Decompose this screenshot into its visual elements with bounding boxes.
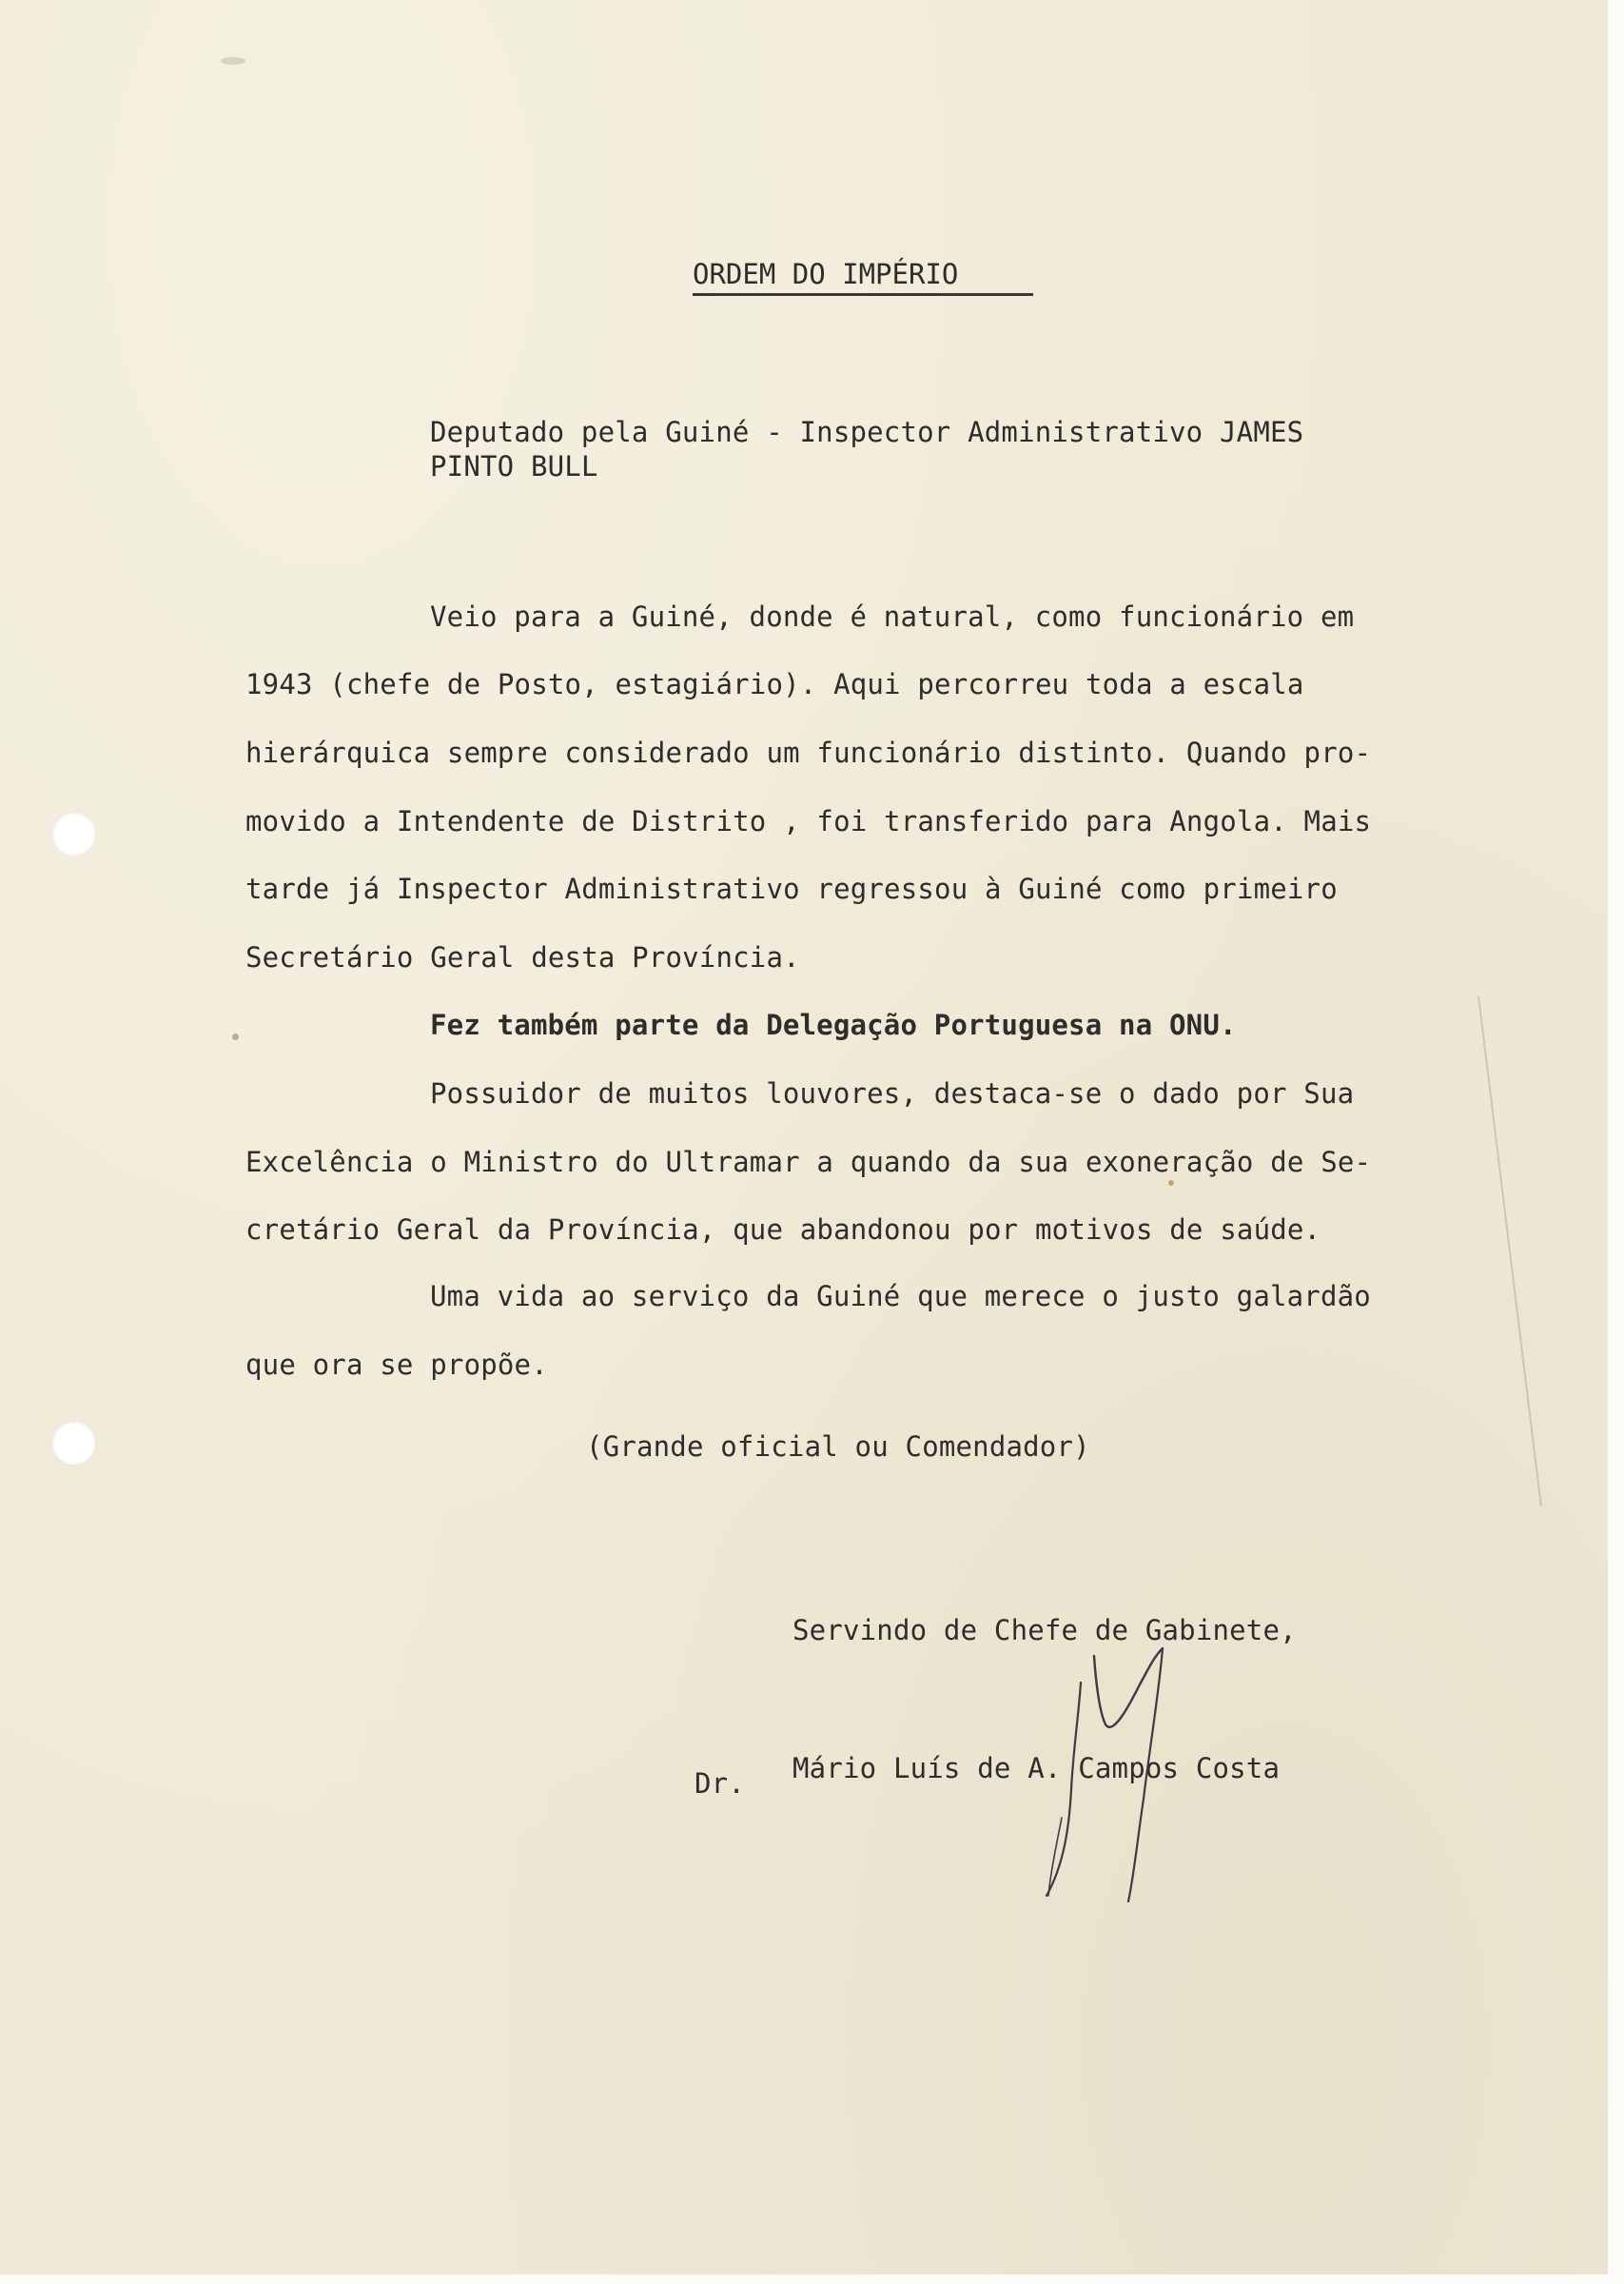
body-line: Possuidor de muitos louvores, destaca-se o dado por Sua: [430, 1077, 1355, 1110]
body-line: Excelência o Ministro do Ultramar a quando da sua exoneração de Se-: [245, 1146, 1372, 1178]
body-line: Secretário Geral desta Província.: [245, 941, 800, 974]
scan-margin-bottom: [0, 2274, 1624, 2284]
body-line: 1943 (chefe de Posto, estagiário). Aqui percorreu toda a escala: [245, 668, 1304, 700]
signer-name: Mário Luís de A. Campos Costa: [792, 1752, 1281, 1784]
handwritten-signature: [1027, 1646, 1218, 1903]
paper-speck: [1168, 1180, 1174, 1186]
body-line: que ora se propõe.: [245, 1349, 548, 1381]
body-line: movido a Intendente de Distrito , foi transferido para Angola. Mais: [245, 805, 1372, 837]
punch-hole-bottom: [51, 1421, 95, 1465]
subject-line-1: Deputado pela Guiné - Inspector Administrativo JAMES: [430, 416, 1304, 448]
body-line: tarde já Inspector Administrativo regressou à Guiné como primeiro: [245, 873, 1338, 905]
body-line: Uma vida ao serviço da Guiné que merece o justo galardão: [430, 1280, 1371, 1312]
paper-speck: [221, 57, 245, 65]
document-title: ORDEM DO IMPÉRIO: [693, 258, 959, 290]
award-line: (Grande oficial ou Comendador): [586, 1430, 1090, 1463]
body-line: Veio para a Guiné, donde é natural, como funcionário em: [430, 601, 1355, 633]
closing-line: Servindo de Chefe de Gabinete,: [792, 1614, 1297, 1646]
paper-speck: [232, 1034, 239, 1040]
title-underline: [693, 293, 1033, 296]
punch-hole-top: [51, 812, 95, 856]
body-line: hierárquica sempre considerado um funcionário distinto. Quando pro-: [245, 737, 1372, 769]
body-line: cretário Geral da Província, que abandonou por motivos de saúde.: [245, 1213, 1321, 1246]
subject-line-2: PINTO BULL: [430, 450, 598, 482]
scan-margin-right: [1608, 0, 1624, 2284]
signer-title: Dr.: [695, 1767, 745, 1800]
paper-crease: [1477, 996, 1542, 1506]
body-line: Fez também parte da Delegação Portuguesa na ONU.: [430, 1009, 1237, 1041]
